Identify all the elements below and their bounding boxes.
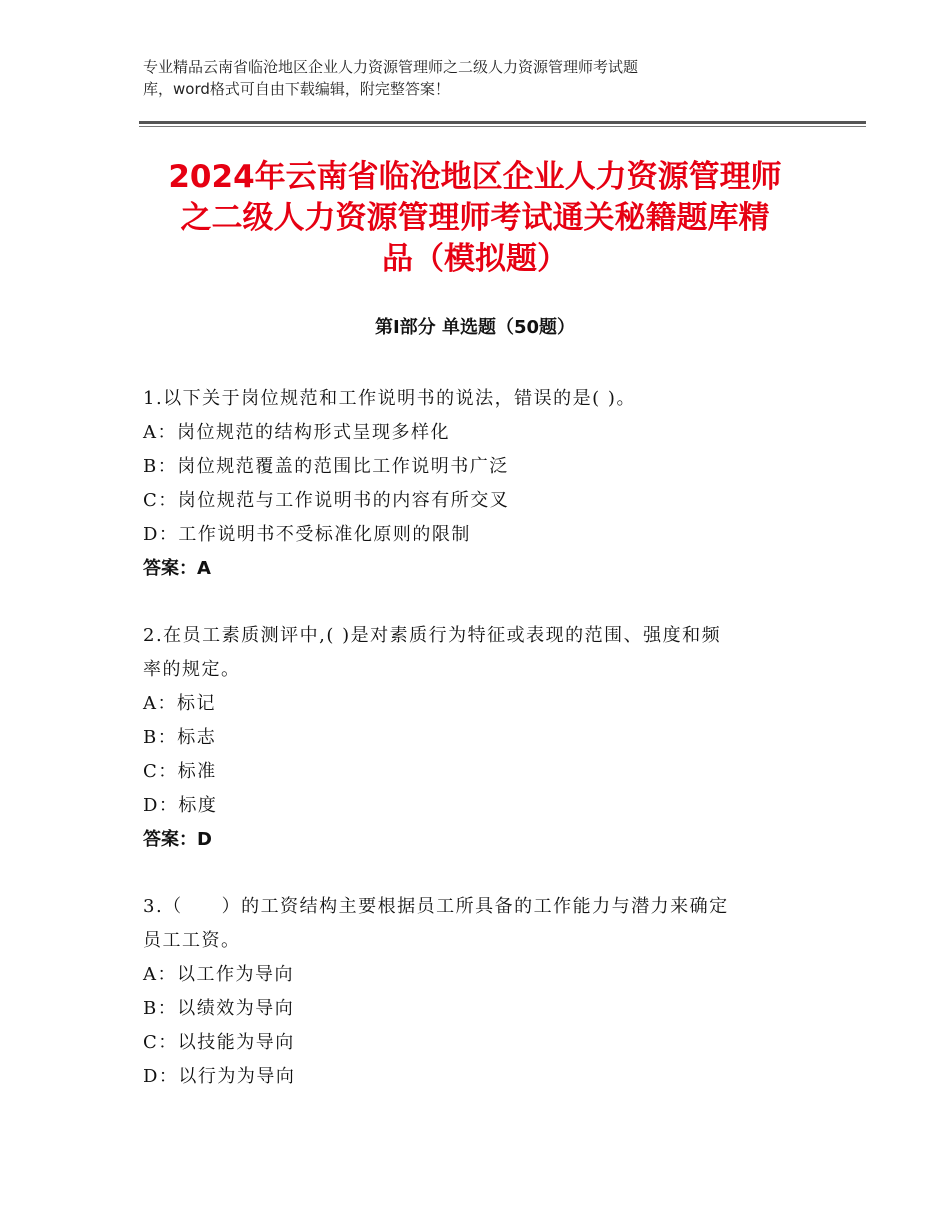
option-d: D：标度 xyxy=(143,795,218,816)
option-a: A：以工作为导向 xyxy=(143,964,294,985)
question-stem: 3.（ ）的工资结构主要根据员工所具备的工作能力与潜力来确定 xyxy=(143,896,729,917)
document-title xyxy=(130,157,820,280)
header-note-line-1: 专业精品云南省临沧地区企业人力资源管理师之二级人力资源管理师考试题 xyxy=(143,58,639,76)
question-list xyxy=(143,382,823,1127)
section-title: 第Ⅰ部分 单选题（50题） xyxy=(374,317,575,338)
option-b: B：以绩效为导向 xyxy=(143,998,295,1019)
option-a: A：标记 xyxy=(143,693,216,714)
option-b: B：岗位规范覆盖的范围比工作说明书广泛 xyxy=(143,456,509,477)
answer-label: 答案：A xyxy=(143,558,211,579)
question-stem-continued: 率的规定。 xyxy=(143,659,241,680)
question-3 xyxy=(143,890,823,1094)
header-note-line-2: 库，word格式可自由下载编辑，附完整答案！ xyxy=(143,80,450,98)
header-divider xyxy=(139,121,866,124)
document-title-line-1: 2024年云南省临沧地区企业人力资源管理师 xyxy=(168,159,782,195)
question-stem: 2.在员工素质测评中,( )是对素质行为特征或表现的范围、强度和频 xyxy=(143,625,722,646)
document-title-line-2: 之二级人力资源管理师考试通关秘籍题库精 xyxy=(180,200,770,236)
question-stem: 1.以下关于岗位规范和工作说明书的说法，错误的是( )。 xyxy=(143,388,636,409)
answer-label: 答案：D xyxy=(143,829,212,850)
question-stem-continued: 员工工资。 xyxy=(143,930,241,951)
option-b: B：标志 xyxy=(143,727,217,748)
header-note xyxy=(143,56,783,100)
option-c: C：以技能为导向 xyxy=(143,1032,295,1053)
option-d: D：以行为为导向 xyxy=(143,1066,296,1087)
document-title-line-3: 品（模拟题） xyxy=(382,241,568,277)
option-c: C：岗位规范与工作说明书的内容有所交叉 xyxy=(143,490,510,511)
option-d: D：工作说明书不受标准化原则的限制 xyxy=(143,524,471,545)
option-a: A：岗位规范的结构形式呈现多样化 xyxy=(143,422,450,443)
question-2 xyxy=(143,619,823,857)
option-c: C：标准 xyxy=(143,761,217,782)
question-1 xyxy=(143,382,823,586)
